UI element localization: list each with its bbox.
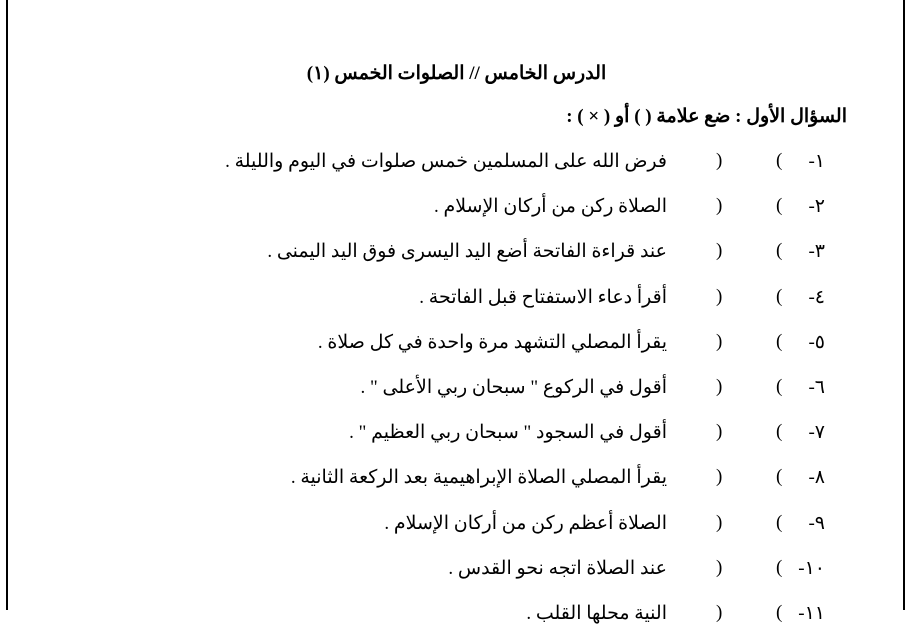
item-statement: الصلاة ركن من أركان الإسلام . [433,196,667,218]
answer-box-close-paren: ) [716,150,723,171]
answer-box-open-paren: ( [776,330,783,352]
answer-box-close-paren: ) [716,466,723,488]
answer-box-open-paren: ( [776,195,783,217]
answer-box-close-paren: ) [716,602,723,623]
item-number: ٧- [808,422,825,444]
question-item [0,421,913,451]
question-item [0,150,913,180]
answer-box-close-paren: ) [716,195,723,217]
answer-box-close-paren: ) [716,556,723,578]
answer-box-close-paren: ) [716,330,723,352]
question-item [0,240,913,270]
item-number: ١٠- [798,557,825,579]
question-item [0,376,913,406]
answer-box-close-paren: ) [716,285,723,307]
answer-box-close-paren: ) [716,240,723,262]
item-number: ٤- [808,286,825,308]
answer-box-close-paren: ) [716,421,723,443]
item-number: ٢- [808,196,825,218]
item-number: ١- [808,151,825,172]
question-heading: السؤال الأول : ضع علامة ( ) أو ( × ) : [566,106,847,127]
item-statement: عند الصلاة اتجه نحو القدس . [448,557,667,579]
question-item [0,331,913,361]
answer-box-open-paren: ( [776,511,783,533]
question-item [0,195,913,225]
item-number: ١١- [798,603,825,624]
item-statement: فرض الله على المسلمين خمس صلوات في اليوم والليلة . [225,151,667,172]
question-item [0,512,913,542]
answer-box-open-paren: ( [776,376,783,397]
question-item [0,602,913,632]
item-number: ٥- [808,331,825,353]
item-statement: أقول في الركوع " سبحان ربي الأعلى " . [360,377,667,398]
item-number: ٨- [808,467,825,489]
question-item [0,557,913,587]
answer-box-open-paren: ( [776,602,783,623]
question-item [0,286,913,316]
item-statement: يقرأ المصلي التشهد مرة واحدة في كل صلاة . [317,331,667,353]
answer-box-close-paren: ) [716,511,723,533]
lesson-title: الدرس الخامس // الصلوات الخمس (١) [306,63,607,84]
answer-box-open-paren: ( [776,421,783,443]
answer-box-open-paren: ( [776,150,783,171]
item-statement: أقول في السجود " سبحان ربي العظيم " . [349,422,667,444]
item-number: ٦- [808,377,825,398]
item-statement: النية محلها القلب . [526,603,667,624]
item-number: ٩- [808,512,825,534]
item-statement: يقرأ المصلي الصلاة الإبراهيمية بعد الركعة الثانية . [290,467,667,489]
answer-box-open-paren: ( [776,556,783,578]
item-number: ٣- [808,241,825,263]
question-item [0,466,913,496]
answer-box-open-paren: ( [776,466,783,488]
item-statement: عند قراءة الفاتحة أضع اليد اليسرى فوق اليد اليمنى . [267,241,667,263]
answer-box-open-paren: ( [776,240,783,262]
answer-box-open-paren: ( [776,285,783,307]
item-statement: الصلاة أعظم ركن من أركان الإسلام . [384,512,667,534]
item-statement: أقرأ دعاء الاستفتاح قبل الفاتحة . [419,286,667,308]
answer-box-close-paren: ) [716,376,723,397]
